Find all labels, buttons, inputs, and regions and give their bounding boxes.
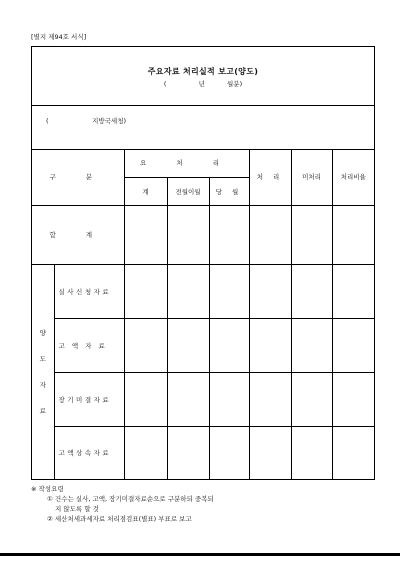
data-cell bbox=[167, 318, 209, 372]
row-label: 고 액 자 료 bbox=[54, 318, 124, 372]
instruction-item: ② 세산처세과세자료 처리점검표(별표) 부표로 보고 bbox=[47, 515, 192, 523]
data-cell bbox=[124, 264, 167, 318]
sum-cell bbox=[249, 205, 291, 264]
data-cell bbox=[249, 426, 291, 479]
data-cell bbox=[291, 426, 332, 479]
group-char: 료 bbox=[39, 406, 46, 415]
data-row bbox=[32, 426, 374, 479]
statistics-table bbox=[32, 149, 374, 480]
data-cell bbox=[249, 264, 291, 318]
report-form bbox=[31, 46, 375, 480]
category-header: 구 분 bbox=[32, 149, 124, 205]
period-open-paren: ( bbox=[163, 80, 167, 88]
office-label: 지방국세청) bbox=[92, 117, 127, 125]
current-month-subheader: 당 월 bbox=[209, 177, 249, 205]
sum-cell bbox=[291, 205, 332, 264]
form-number: [별지 제94호 서식] bbox=[31, 33, 87, 41]
data-cell bbox=[291, 264, 332, 318]
data-cell bbox=[167, 426, 209, 479]
row-label: 고액상속자료 bbox=[54, 426, 124, 479]
data-cell bbox=[124, 426, 167, 479]
group-char: 도 bbox=[39, 354, 46, 363]
data-cell bbox=[167, 264, 209, 318]
data-cell bbox=[291, 372, 332, 426]
instructions-heading: ※ 작성요령 bbox=[31, 485, 64, 493]
form-period bbox=[32, 79, 374, 88]
sum-cell bbox=[167, 205, 209, 264]
data-cell bbox=[209, 426, 249, 479]
group-char: 양 bbox=[39, 328, 46, 337]
data-cell bbox=[209, 372, 249, 426]
total-subheader: 계 bbox=[124, 177, 167, 205]
data-cell bbox=[209, 318, 249, 372]
sum-cell bbox=[209, 205, 249, 264]
header-row-1 bbox=[32, 149, 374, 177]
data-cell bbox=[167, 372, 209, 426]
transfer-data-group bbox=[32, 264, 54, 479]
sum-cell bbox=[124, 205, 167, 264]
data-cell bbox=[209, 264, 249, 318]
to-process-header: 요 처 리 bbox=[124, 149, 249, 177]
title-section bbox=[32, 47, 374, 106]
data-cell bbox=[291, 318, 332, 372]
data-cell bbox=[124, 372, 167, 426]
sum-cell bbox=[332, 205, 374, 264]
period-year: 년 bbox=[198, 80, 205, 88]
group-char: 자 bbox=[39, 380, 46, 389]
instructions bbox=[31, 484, 214, 524]
sum-label: 합 계 bbox=[32, 205, 124, 264]
unprocessed-header: 미처리 bbox=[291, 149, 332, 205]
carryover-subheader: 전월이월 bbox=[167, 177, 209, 205]
data-cell bbox=[249, 318, 291, 372]
data-cell bbox=[332, 264, 374, 318]
data-cell bbox=[249, 372, 291, 426]
period-month: 월분) bbox=[227, 80, 243, 88]
sum-row bbox=[32, 205, 374, 264]
office-open-paren: ( bbox=[46, 117, 49, 125]
instruction-item-continued: 지 않도록 할 것 bbox=[55, 505, 99, 513]
data-row bbox=[32, 372, 374, 426]
instruction-item: ① 건수는 실사, 고액, 장기미결자료순으로 구분하되 중복되 bbox=[47, 495, 214, 503]
ratio-header: 처리비율 bbox=[332, 149, 374, 205]
data-cell bbox=[124, 318, 167, 372]
data-row bbox=[32, 264, 374, 318]
data-cell bbox=[332, 372, 374, 426]
data-cell bbox=[332, 318, 374, 372]
processed-header: 처 리 bbox=[249, 149, 291, 205]
data-row bbox=[32, 318, 374, 372]
row-label: 장기미결자료 bbox=[54, 372, 124, 426]
row-label: 실사신청자료 bbox=[54, 264, 124, 318]
data-cell bbox=[332, 426, 374, 479]
office-section bbox=[32, 105, 374, 150]
bottom-rule bbox=[0, 553, 400, 556]
regional-office bbox=[46, 116, 126, 125]
form-title: 주요자료 처리실적 보고(양도) bbox=[147, 67, 259, 76]
